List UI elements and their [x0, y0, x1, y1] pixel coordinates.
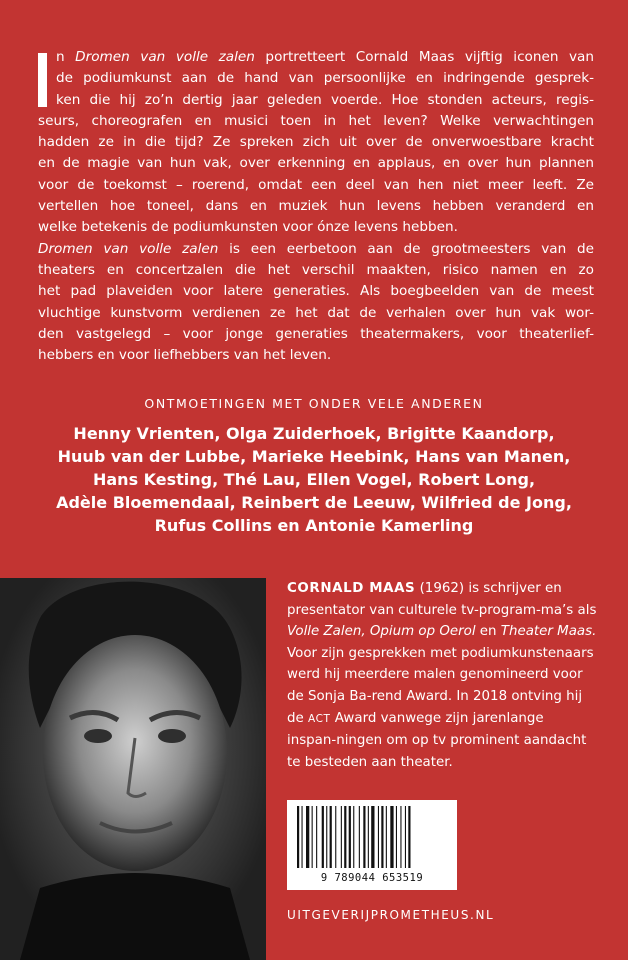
barcode-bar: [381, 806, 383, 868]
barcode-bar: [330, 806, 332, 868]
show-title: Theater Maas.: [500, 624, 597, 640]
barcode-bar: [335, 806, 336, 868]
intro-segment: hebbers en voor liefhebbers van het leven.: [38, 347, 332, 364]
intro-text: [38, 47, 594, 366]
act-award: ACT: [308, 712, 331, 725]
barcode-bar: [408, 806, 410, 868]
intro-lines: [38, 47, 594, 366]
barcode-bar: [371, 806, 374, 868]
barcode-bar: [326, 806, 327, 868]
intro-line: [38, 153, 594, 174]
intro-segment: den vastgelegd – voor jonge generaties theatermakers, voor theaterlief-: [38, 325, 594, 342]
author-bio: CORNALD MAAS (1962) is schrijver en presentator van culturele tv-program-ma’s als Volle Zalen, Opium op Oerol en Theater Maas. Voor zijn gesprekken met podiumkunstenaars werd hij meerdere malen genomineerd voor de Sonja Ba-rend Award. In 2018 ontving hij de ACT Award vanwege zijn jarenlange inspan-ningen om op tv prominent aandacht te besteden aan theater.: [287, 581, 597, 770]
intro-line: [38, 217, 594, 238]
intro-segment: vertellen hoe toneel, dans en muziek hun levens hebben veranderd en: [38, 198, 594, 215]
barcode: [287, 800, 457, 890]
names-line: Adèle Bloemendaal, Reinbert de Leeuw, Wilfried de Jong,: [56, 493, 572, 512]
intro-line: [38, 111, 594, 132]
drop-cap-bar: [38, 53, 47, 107]
barcode-bar: [400, 806, 401, 868]
names-list: [40, 422, 588, 537]
intro-segment: hadden ze in die tijd? Ze spreken zich uit over de onverwoestbare kracht: [38, 134, 594, 151]
barcode-bar: [405, 806, 406, 868]
intro-segment: vluchtige kunstvorm verdienen ze het dat de verhalen over hun vak wor-: [38, 304, 594, 321]
intro-line: [38, 345, 594, 366]
barcode-bar: [396, 806, 397, 868]
barcode-bar: [341, 806, 342, 868]
intro-segment: n: [56, 49, 76, 65]
barcode-bar: [349, 806, 351, 868]
intro-line: [38, 324, 594, 345]
names-line: Rufus Collins en Antonie Kamerling: [154, 516, 474, 535]
barcode-bar: [363, 806, 365, 868]
author-photo: [0, 578, 266, 960]
intro-segment: welke betekenis de podiumkunsten voor ónze levens hebben.: [38, 219, 458, 236]
section-label: ONTMOETINGEN MET ONDER VELE ANDEREN: [144, 396, 484, 411]
book-title: Dromen van volle zalen: [38, 240, 219, 257]
barcode-bar: [302, 806, 303, 868]
barcode-bar: [344, 806, 346, 868]
intro-line: [38, 175, 594, 196]
barcode-bar: [306, 806, 309, 868]
show-titles: Volle Zalen, Opium op Oerol: [287, 624, 476, 640]
intro-segment: is een eerbetoon aan de grootmeesters van de: [218, 240, 594, 257]
barcode-bars: [297, 806, 447, 868]
intro-line: [38, 47, 594, 68]
intro-segment: theaters en concertzalen die het verschil maakten, risico namen en zo: [38, 261, 594, 278]
names-line: Huub van der Lubbe, Marieke Heebink, Hans van Manen,: [57, 447, 571, 466]
author-portrait-illustration: [0, 578, 266, 960]
intro-line: [38, 281, 594, 302]
barcode-bar: [316, 806, 317, 868]
barcode-bar: [359, 806, 360, 868]
intro-segment: voor de toekomst – roerend, omdat een deel van hen niet meer leeft. Ze: [38, 176, 594, 193]
barcode-bar: [368, 806, 369, 868]
barcode-bar: [322, 806, 324, 868]
intro-segment: portretteert Cornald Maas vijftig iconen van: [254, 49, 594, 65]
intro-line: [38, 303, 594, 324]
intro-segment: ken die hij zo’n dertig jaar geleden voerde. Hoe stonden acteurs, regis-: [56, 91, 594, 108]
intro-line: [38, 260, 594, 281]
barcode-bar: [386, 806, 387, 868]
intro-line: [38, 239, 594, 260]
intro-segment: seurs, choreografen en musici toen in het leven? Welke verwachtingen: [38, 112, 594, 129]
intro-line: [38, 90, 594, 111]
barcode-bar: [312, 806, 313, 868]
book-title: Dromen van volle zalen: [75, 49, 255, 65]
intro-line: [38, 132, 594, 153]
author-name: CORNALD MAAS: [287, 581, 416, 596]
intro-segment: de podiumkunst aan de hand van persoonlijke en indringende gesprek-: [56, 70, 594, 87]
intro-line: [38, 196, 594, 217]
intro-segment: en de magie van hun vak, over erkenning en applaus, en over hun plannen: [38, 155, 594, 172]
intro-segment: het pad plaveiden voor latere generaties. Als boegbeelden van de meest: [38, 283, 594, 300]
names-line: Henny Vrienten, Olga Zuiderhoek, Brigitte Kaandorp,: [73, 424, 555, 443]
barcode-bar: [390, 806, 393, 868]
barcode-bar: [378, 806, 379, 868]
publisher-url[interactable]: UITGEVERIJPROMETHEUS.NL: [287, 908, 495, 922]
names-line: Hans Kesting, Thé Lau, Ellen Vogel, Robert Long,: [92, 470, 536, 489]
intro-line: [38, 68, 594, 89]
barcode-bar: [353, 806, 354, 868]
isbn-number: 9 789044 653519: [320, 872, 424, 884]
barcode-bar: [297, 806, 299, 868]
